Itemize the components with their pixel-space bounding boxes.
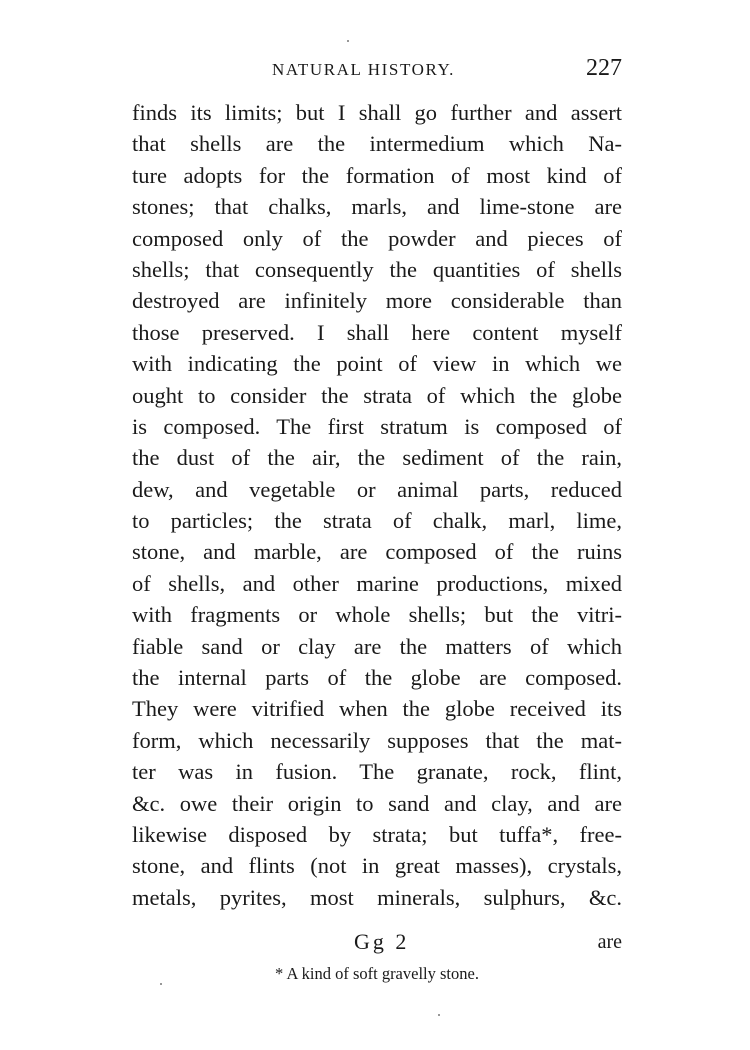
text-line: stone, and flints (not in great masses), crystals, (132, 853, 622, 879)
text-line: those preserved. I shall here content myself (132, 319, 622, 345)
running-head (132, 56, 622, 84)
paper-speck (347, 40, 349, 42)
paper-speck (438, 1014, 440, 1016)
text-line: destroyed are infinitely more considerable than (132, 288, 622, 314)
text-line: form, which necessarily supposes that the mat- (132, 727, 622, 753)
text-line: metals, pyrites, most minerals, sulphurs, &c. (132, 884, 622, 910)
text-line: dew, and vegetable or animal parts, reduced (132, 476, 622, 502)
text-line: ought to consider the strata of which the globe (132, 382, 622, 408)
signature-row (132, 927, 622, 957)
paper-speck (160, 983, 162, 985)
body-text (132, 97, 622, 913)
text-line: the internal parts of the globe are composed. (132, 665, 622, 691)
text-line: stone, and marble, are composed of the ruins (132, 539, 622, 565)
catchword: are (597, 931, 622, 953)
running-title: NATURAL HISTORY. (272, 60, 456, 79)
text-line: They were vitrified when the globe received its (132, 696, 622, 722)
text-line: the dust of the air, the sediment of the rain, (132, 445, 622, 471)
text-line: to particles; the strata of chalk, marl, lime, (132, 508, 622, 534)
text-line: is composed. The first stratum is composed of (132, 413, 622, 439)
page-number: 227 (586, 55, 622, 81)
text-line: of shells, and other marine productions, mixed (132, 570, 622, 596)
text-line: ture adopts for the formation of most kind of (132, 162, 622, 188)
text-line: composed only of the powder and pieces of (132, 225, 622, 251)
text-line: &c. owe their origin to sand and clay, and are (132, 790, 622, 816)
text-line: fiable sand or clay are the matters of which (132, 633, 622, 659)
text-line: ter was in fusion. The granate, rock, flint, (132, 759, 622, 785)
text-line: shells; that consequently the quantities of shells (132, 256, 622, 282)
text-line: with indicating the point of view in which we (132, 351, 622, 377)
text-line: that shells are the intermedium which Na- (132, 131, 622, 157)
text-line: finds its limits; but I shall go further and assert (132, 100, 622, 125)
text-line: likewise disposed by strata; but tuffa*, free- (132, 821, 622, 847)
footnote: * A kind of soft gravelly stone. (275, 964, 479, 983)
text-line: stones; that chalks, marls, and lime-stone are (132, 194, 622, 220)
text-line: with fragments or whole shells; but the vitri- (132, 602, 622, 628)
signature-mark: Gg 2 (354, 929, 410, 954)
